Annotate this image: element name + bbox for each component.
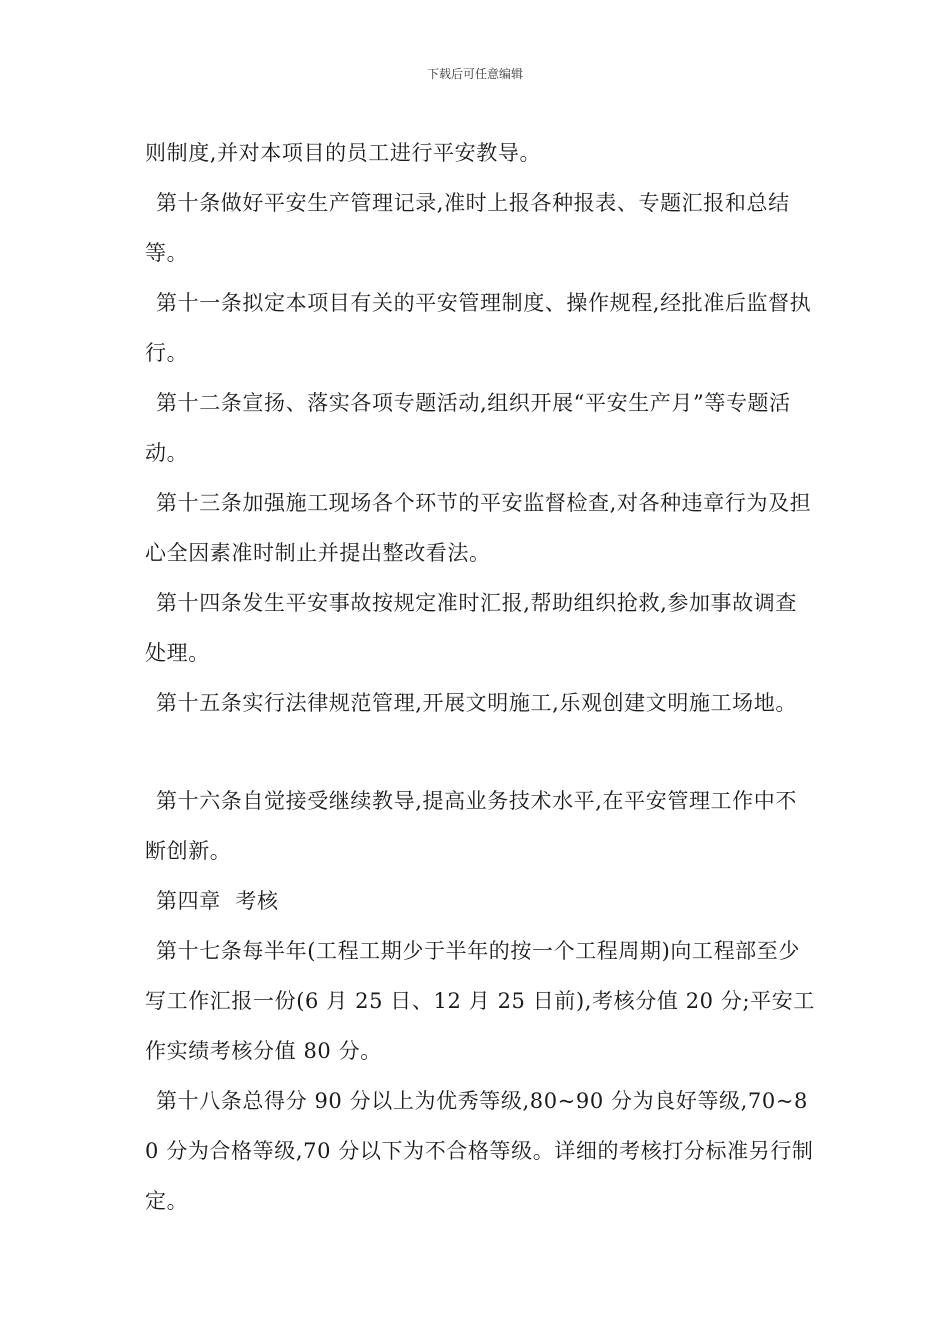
paragraph-article-14: 第十四条发生平安事故按规定准时汇报,帮助组织抢救,参加事故调查处理。 — [145, 591, 797, 665]
paragraph-article-12: 第十二条宣扬、落实各项专题活动,组织开展“平安生产月”等专题活动。 — [145, 391, 791, 465]
paragraph-article-18: 第十八条总得分 90 分以上为优秀等级,80~90 分为良好等级,70~80 分为合格等级,70 分以下为不合格等级。详细的考核打分标准另行制定。 — [145, 1089, 814, 1213]
document-body — [145, 128, 817, 1226]
chapter-heading: 第四章 考核 — [156, 889, 279, 913]
paragraph-article-10: 第十条做好平安生产管理记录,准时上报各种报表、专题汇报和总结等。 — [145, 191, 790, 265]
paragraph-article-13: 第十三条加强施工现场各个环节的平安监督检查,对各种违章行为及担心全因素准时制止并提出整改看法。 — [145, 491, 812, 565]
paragraph-article-15: 第十五条实行法律规范管理,开展文明施工,乐观创建文明施工场地。 — [156, 691, 797, 715]
paragraph-article-16: 第十六条自觉接受继续教导,提高业务技术水平,在平安管理工作中不断创新。 — [145, 789, 797, 863]
paragraph-article-11: 第十一条拟定本项目有关的平安管理制度、操作规程,经批准后监督执行。 — [145, 291, 812, 365]
paragraph-article-17: 第十七条每半年(工程工期少于半年的按一个工程周期)向工程部至少写工作汇报一份(6 月 25 日、12 月 25 日前),考核分值 20 分;平安工作实绩考核分值 80 分。 — [145, 939, 815, 1063]
page-header: 下载后可任意编辑 — [426, 67, 523, 81]
paragraph-continuation: 则制度,并对本项目的员工进行平安教导。 — [145, 141, 542, 165]
